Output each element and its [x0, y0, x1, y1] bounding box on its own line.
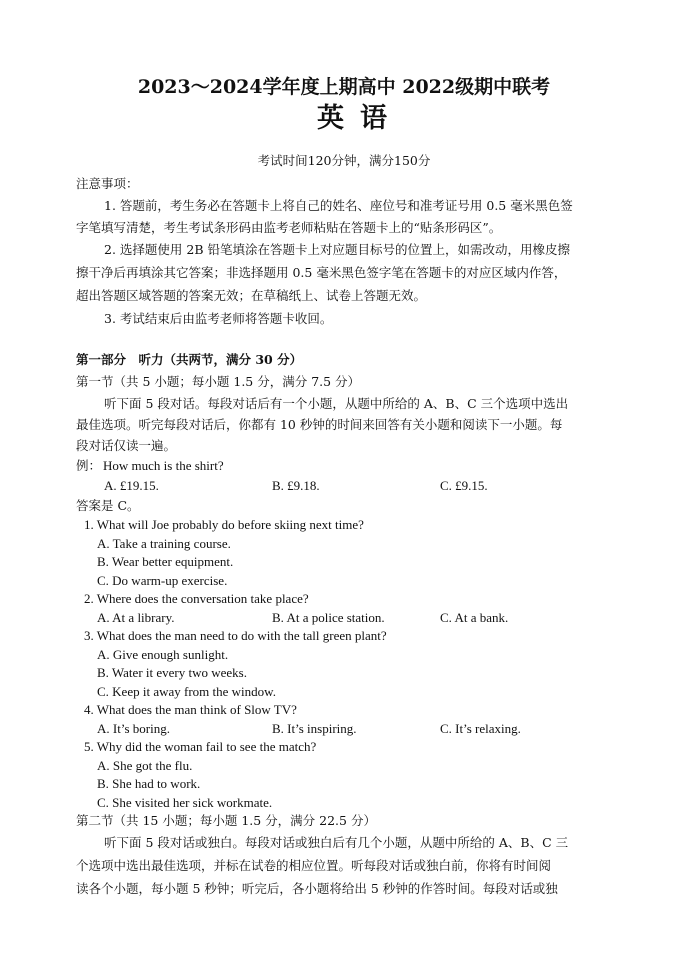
note-3: 3. 考试结束后由监考老师将答题卡收回。	[104, 311, 333, 326]
section1-instr-2: 最佳选项。听完每段对话后，你都有 10 秒钟的时间来回答有关小题和阅读下一小题。每	[76, 417, 563, 432]
example-label: 例：	[76, 458, 102, 473]
question-1-option-a: A. Take a training course.	[97, 536, 231, 551]
question-3-option-b: B. Water it every two weeks.	[97, 665, 247, 680]
example-answer: 答案是 C。	[76, 498, 140, 513]
part1-heading: 第一部分 听力（共两节，满分 30 分）	[76, 352, 303, 367]
question-2-option-a: A. At a library.	[97, 610, 175, 625]
section2-instr-1: 听下面 5 段对话或独白。每段对话或独白后有几个小题，从题中所给的 A、B、C 三	[104, 835, 569, 850]
question-3-option-a: A. Give enough sunlight.	[97, 647, 229, 662]
example-option-b: B. £9.18.	[272, 478, 320, 493]
question-4-option-c: C. It’s relaxing.	[440, 721, 521, 736]
question-4-option-a: A. It’s boring.	[97, 721, 170, 736]
question-5: 5. Why did the woman fail to see the match?	[84, 739, 317, 754]
question-1-option-c: C. Do warm-up exercise.	[97, 573, 228, 588]
question-5-option-a: A. She got the flu.	[97, 758, 193, 773]
section1-heading: 第一节（共 5 小题；每小题 1.5 分，满分 7.5 分）	[76, 374, 361, 389]
notes-heading: 注意事项：	[76, 176, 139, 191]
question-2-option-c: C. At a bank.	[440, 610, 509, 625]
question-2-option-b: B. At a police station.	[272, 610, 385, 625]
question-1-option-b: B. Wear better equipment.	[97, 554, 234, 569]
section2-instr-3: 读各个小题，每小题 5 秒钟；听完后，各小题将给出 5 秒钟的作答时间。每段对话或独	[76, 881, 558, 896]
note-2-line-1: 2. 选择题使用 2B 铅笔填涂在答题卡上对应题目标号的位置上，如需改动，用橡皮擦	[104, 242, 570, 257]
note-1-line-1: 1. 答题前，考生务必在答题卡上将自己的姓名、座位号和准考证号用 0.5 毫米黑色签	[104, 198, 573, 213]
example-option-c: C. £9.15.	[440, 478, 488, 493]
question-4-option-b: B. It’s inspiring.	[272, 721, 357, 736]
note-2-line-3: 超出答题区域答题的答案无效；在草稿纸上、试卷上答题无效。	[76, 288, 427, 303]
example-option-a: A. £19.15.	[104, 478, 159, 493]
section1-instr-3: 段对话仅读一遍。	[76, 438, 177, 453]
question-3: 3. What does the man need to do with the tall green plant?	[84, 628, 387, 643]
question-1: 1. What will Joe probably do before skiing next time?	[84, 517, 364, 532]
question-5-option-c: C. She visited her sick workmate.	[97, 795, 273, 810]
section2-instr-2: 个选项中选出最佳选项，并标在试卷的相应位置。听每段对话或独白前，你将有时间阅	[76, 858, 552, 873]
question-2: 2. Where does the conversation take place?	[84, 591, 309, 606]
question-3-option-c: C. Keep it away from the window.	[97, 684, 276, 699]
section2-heading: 第二节（共 15 小题；每小题 1.5 分，满分 22.5 分）	[76, 813, 376, 828]
exam-meta: 考试时间120分钟，满分150分	[257, 153, 431, 168]
example-question: How much is the shirt?	[103, 458, 224, 473]
question-5-option-b: B. She had to work.	[97, 776, 201, 791]
question-4: 4. What does the man think of Slow TV?	[84, 702, 297, 717]
exam-title: 2023～2024学年度上期高中 2022级期中联考	[137, 76, 551, 98]
note-1-line-2: 字笔填写清楚，考生考试条形码由监考老师粘贴在答题卡上的“贴条形码区”。	[76, 220, 502, 235]
subject-title: 英语	[317, 103, 403, 134]
section1-instr-1: 听下面 5 段对话。每段对话后有一个小题，从题中所给的 A、B、C 三个选项中选出	[104, 396, 569, 411]
note-2-line-2: 擦干净后再填涂其它答案；非选择题用 0.5 毫米黑色签字笔在答题卡的对应区域内作答，	[76, 265, 567, 280]
